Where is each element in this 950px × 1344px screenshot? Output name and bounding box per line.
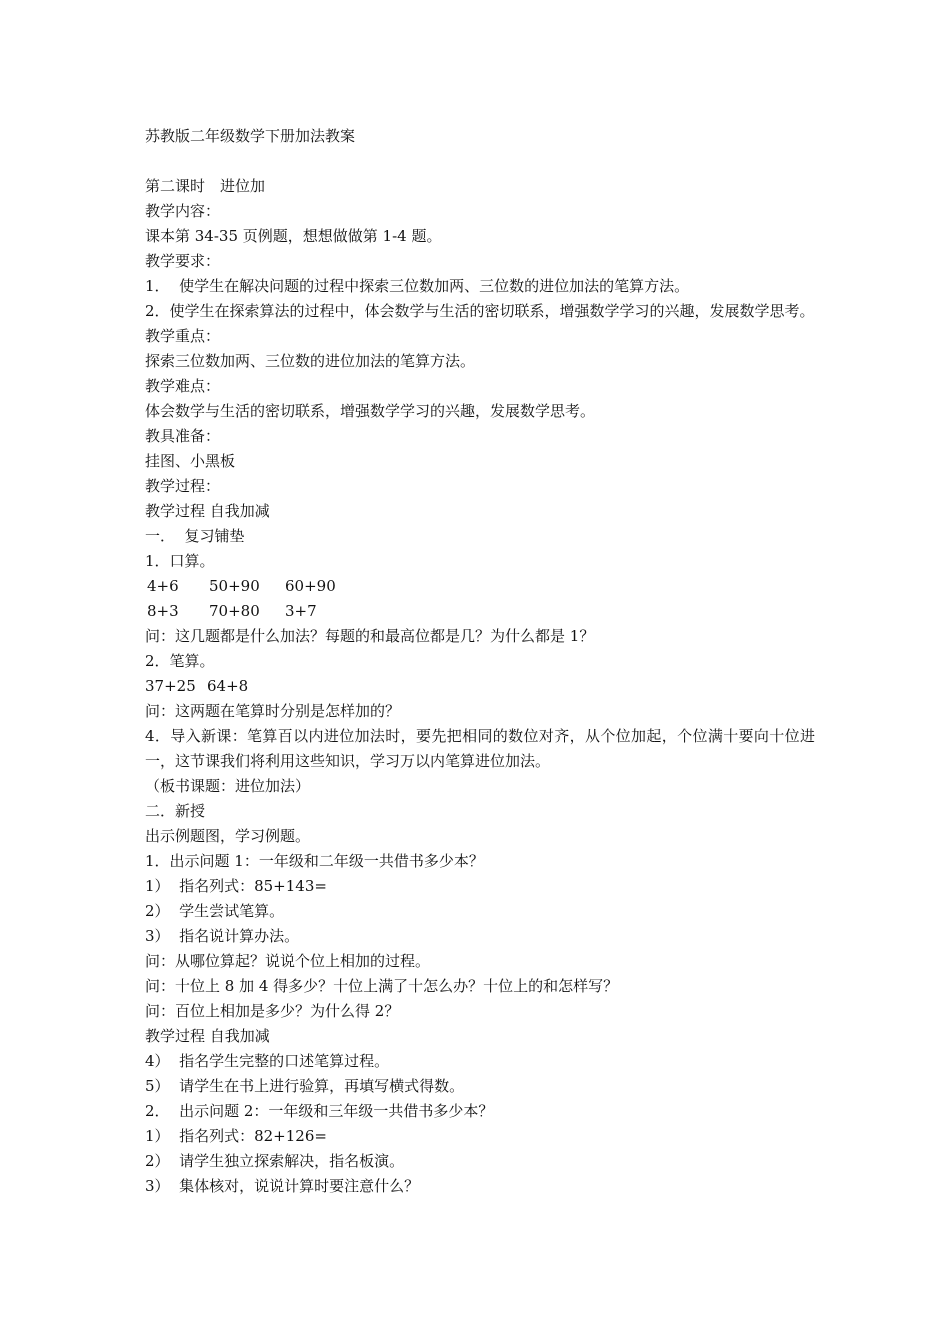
text-line: 问：十位上 8 加 4 得多少？十位上满了十怎么办？十位上的和怎样写？	[145, 977, 619, 995]
text-line: 问：从哪位算起？说说个位上相加的过程。	[145, 952, 431, 970]
expression: 64+8	[207, 677, 249, 695]
text-line: 教学重点：	[145, 327, 221, 345]
text-line: 教学过程 自我加减	[145, 502, 270, 520]
text-line: 1．出示问题 1：一年级和二年级一共借书多少本？	[145, 852, 484, 870]
text-line: 5） 请学生在书上进行验算，再填写横式得数。	[145, 1077, 465, 1095]
text-line: 出示例题图，学习例题。	[145, 827, 311, 845]
oral-calc-row	[145, 574, 815, 599]
expression: 4+6	[147, 577, 179, 595]
expression: 50+90	[209, 577, 260, 595]
text-line: 教学过程：	[145, 477, 221, 495]
text-line: 3） 集体核对，说说计算时要注意什么？	[145, 1177, 420, 1195]
text-line: 1） 指名列式：82+126=	[145, 1127, 327, 1145]
section-intro	[145, 174, 815, 574]
section-review	[145, 624, 815, 674]
text-line: 探索三位数加两、三位数的进位加法的笔算方法。	[145, 352, 476, 370]
text-paragraph: 2．使学生在探索算法的过程中，体会数学与生活的密切联系，增强数学学习的兴趣，发展数学思考。	[145, 302, 815, 320]
text-line: 问：这两题在笔算时分别是怎样加的？	[145, 702, 401, 720]
text-line: 问：这几题都是什么加法？每题的和最高位都是几？为什么都是 1？	[145, 627, 595, 645]
expression: 8+3	[147, 602, 179, 620]
text-line: 教学要求：	[145, 252, 221, 270]
text-line: 体会数学与生活的密切联系，增强数学学习的兴趣，发展数学思考。	[145, 402, 596, 420]
text-line: 教具准备：	[145, 427, 221, 445]
written-calc-row	[145, 674, 815, 699]
expression: 60+90	[285, 577, 336, 595]
text-line: 1） 指名列式：85+143=	[145, 877, 327, 895]
oral-calc-table	[145, 574, 815, 624]
expression: 3+7	[285, 602, 317, 620]
text-line: 4） 指名学生完整的口述笔算过程。	[145, 1052, 390, 1070]
expression: 70+80	[209, 602, 260, 620]
text-line: 3） 指名说计算办法。	[145, 927, 300, 945]
text-line: （板书课题：进位加法）	[145, 777, 311, 795]
text-line: 1． 使学生在解决问题的过程中探索三位数加两、三位数的进位加法的笔算方法。	[145, 277, 690, 295]
text-line: 2） 学生尝试笔算。	[145, 902, 285, 920]
text-line: 1．口算。	[145, 552, 215, 570]
text-line: 2．笔算。	[145, 652, 215, 670]
document-page	[145, 124, 815, 1199]
text-line: 教学过程 自我加减	[145, 1027, 270, 1045]
text-line: 问：百位上相加是多少？为什么得 2？	[145, 1002, 400, 1020]
text-line: 2） 请学生独立探索解决，指名板演。	[145, 1152, 405, 1170]
text-line: 二．新授	[145, 802, 206, 820]
text-line: 一． 复习铺垫	[145, 527, 245, 545]
text-line: 2． 出示问题 2：一年级和三年级一共借书多少本？	[145, 1102, 494, 1120]
text-line: 教学内容：	[145, 202, 221, 220]
text-line: 第二课时 进位加	[145, 177, 266, 195]
section-new-lesson	[145, 699, 815, 1199]
document-title: 苏教版二年级数学下册加法教案	[145, 127, 356, 145]
text-line: 课本第 34-35 页例题，想想做做第 1-4 题。	[145, 227, 442, 245]
text-line: 教学难点：	[145, 377, 221, 395]
oral-calc-row	[145, 599, 815, 624]
expression: 37+25	[145, 677, 196, 695]
text-paragraph: 4．导入新课：笔算百以内进位加法时，要先把相同的数位对齐，从个位加起，个位满十要向十位进一，这节课我们将利用这些知识，学习万以内笔算进位加法。	[145, 727, 815, 770]
text-line: 挂图、小黑板	[145, 452, 236, 470]
